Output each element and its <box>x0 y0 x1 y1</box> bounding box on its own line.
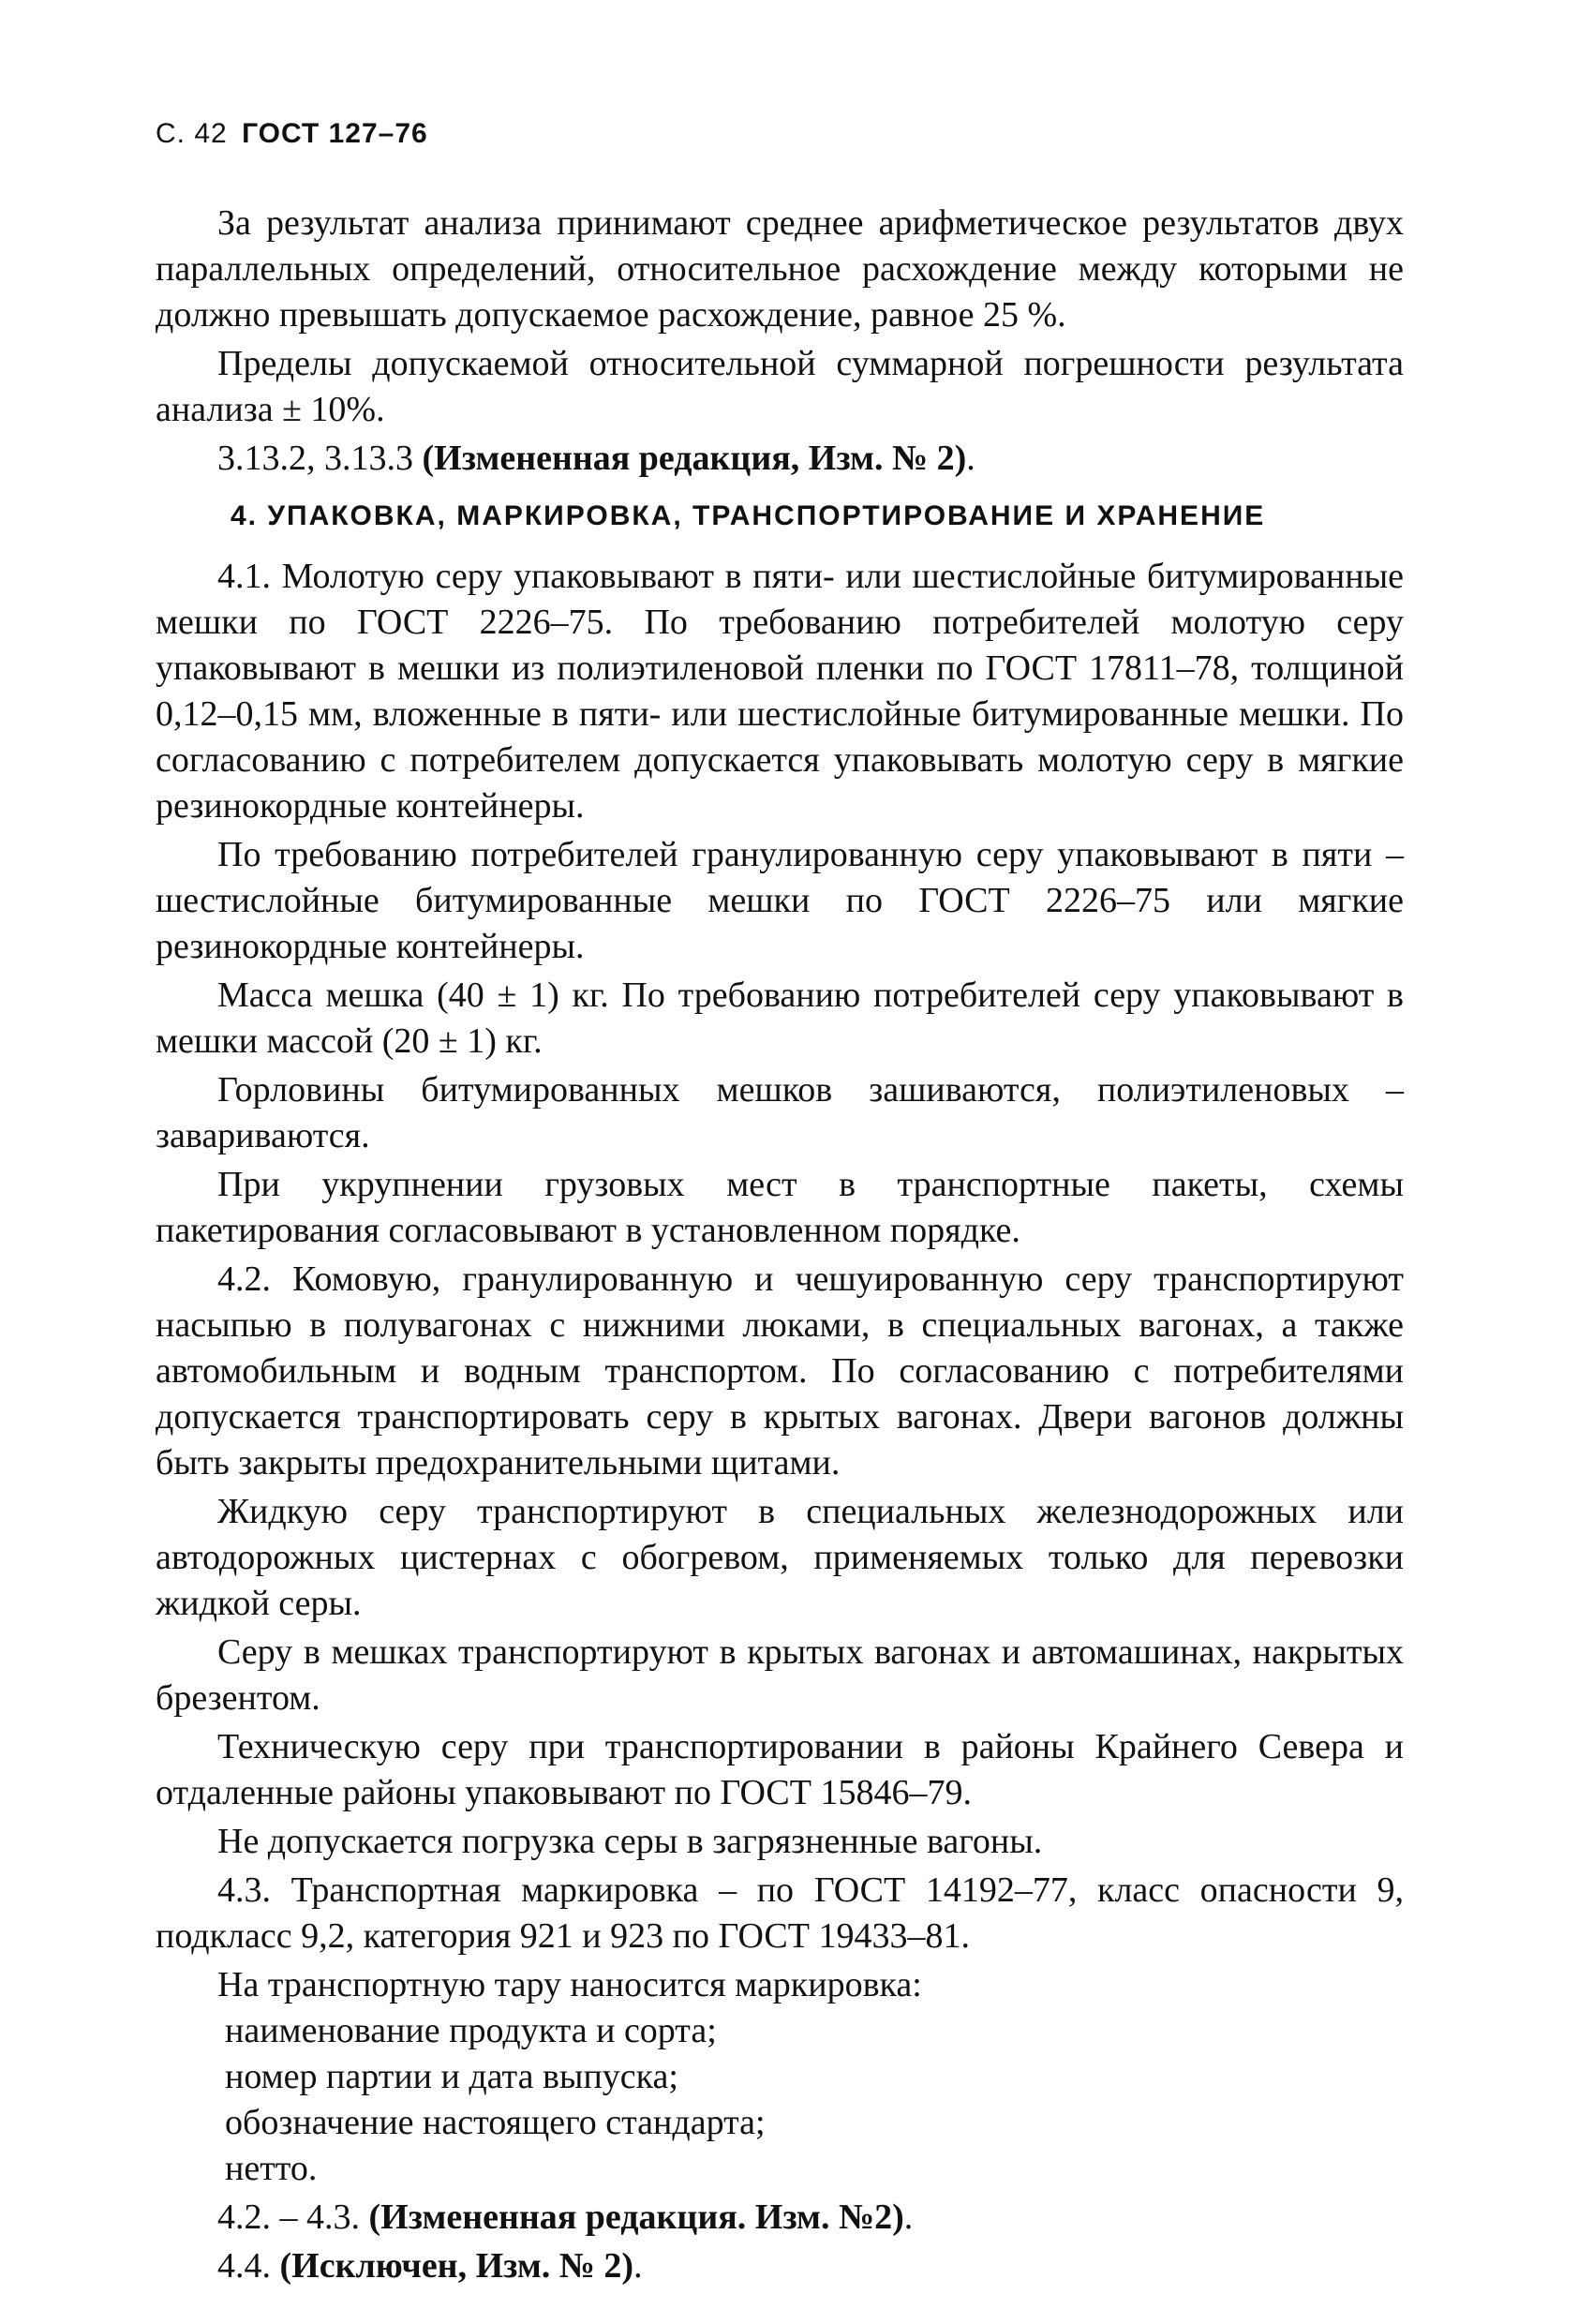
clause-ref: 4.4. <box>217 2246 280 2286</box>
marking-list <box>156 2008 1404 2192</box>
punctuation: . <box>966 439 975 478</box>
paragraph-result: За результат анализа принимают среднее арифметическое результатов двух параллельных определений, относительное расхождение между которыми не должно превышать допускаемое расхождение, равное 25 %. <box>156 203 1404 335</box>
punctuation: . <box>633 2246 643 2286</box>
paragraph-amendment-3-13 <box>156 436 1404 482</box>
clause-ref: 4.2. – 4.3. <box>217 2197 369 2237</box>
list-item: нетто. <box>225 2149 318 2188</box>
list-item: номер партии и дата выпуска; <box>225 2057 678 2096</box>
list-item: обозначение настоящего стандарта; <box>225 2103 766 2142</box>
clause-ref: 3.13.2, 3.13.3 <box>217 439 423 478</box>
amendment-note: (Измененная редакция. Изм. №2) <box>368 2197 904 2237</box>
exclusion-note: (Исключен, Изм. № 2) <box>279 2246 634 2286</box>
paragraph-4-1: 4.1. Молотую серу упаковывают в пяти- или шестислойные битумированные мешки по ГОСТ 2226–75. По требованию потребителей молотую серу упаковывают в мешки из полиэтиленовой пленки по ГОСТ 17811–78, толщиной 0,12–0,15 мм, вложенные в пяти- или шестислойные битумированные мешки. По согласованию с потребителем допускается упаковывать молотую серу в мягкие резинокордные контейнеры. <box>156 557 1404 826</box>
paragraph-bags-transport: Серу в мешках транспортируют в крытых вагонах и автомашинах, накрытых брезентом. <box>156 1632 1404 1718</box>
paragraph-bag-necks: Горловины битумированных мешков зашиваются, полиэтиленовых – завариваются. <box>156 1070 1404 1155</box>
paragraph-liquid-sulfur: Жидкую серу транспортируют в специальных железнодорожных или автодорожных цистернах с обогревом, применяемых только для перевозки жидкой серы. <box>156 1492 1404 1623</box>
paragraph-error-limits: Пределы допускаемой относительной суммарной погрешности результата анализа ± 10%. <box>156 344 1404 429</box>
list-item: наименование продукта и сорта; <box>225 2011 717 2050</box>
paragraph-granulated: По требованию потребителей гранулированную серу упаковывают в пяти – шестислойные битумированные мешки по ГОСТ 2226–75 или мягкие резинокордные контейнеры. <box>156 835 1404 966</box>
paragraph-4-3: 4.3. Транспортная маркировка – по ГОСТ 14192–77, класс опасности 9, подкласс 9,2, категория 921 и 923 по ГОСТ 19433–81. <box>156 1870 1404 1956</box>
standard-code: ГОСТ 127–76 <box>242 118 428 149</box>
paragraph-marking: На транспортную тару наносится маркировка: <box>217 1965 922 2004</box>
page-body <box>156 201 1404 2289</box>
paragraph-4-4 <box>156 2243 1404 2289</box>
punctuation: . <box>903 2197 914 2237</box>
paragraph-dirty-wagons: Не допускается погрузка серы в загрязненные вагоны. <box>217 1822 1043 1861</box>
paragraph-bag-mass: Масса мешка (40 ± 1) кг. По требованию потребителей серу упаковывают в мешки массой (20 ± 1) кг. <box>156 976 1404 1061</box>
paragraph-packets: При укрупнении грузовых мест в транспортные пакеты, схемы пакетирования согласовывают в установленном порядке. <box>156 1165 1404 1250</box>
paragraph-far-north: Техническую серу при транспортировании в районы Крайнего Севера и отдаленные районы упаковывают по ГОСТ 15846–79. <box>156 1727 1404 1812</box>
amendment-note: (Измененная редакция, Изм. № 2) <box>422 439 967 478</box>
page-number: С. 42 <box>156 118 228 149</box>
section-title: 4. УПАКОВКА, МАРКИРОВКА, ТРАНСПОРТИРОВАНИЕ И ХРАНЕНИЕ <box>231 500 1266 531</box>
paragraph-4-2: 4.2. Комовую, гранулированную и чешуированную серу транспортируют насыпью в полувагонах с нижними люками, в специальных вагонах, а также автомобильным и водным транспортом. По согласованию с потребителями допускается транспортировать серу в крытых вагонах. Двери вагонов должны быть закрыты предохранительными щитами. <box>156 1259 1404 1482</box>
paragraph-amendment-4-2-4-3 <box>156 2195 1404 2241</box>
page-header <box>156 118 428 150</box>
